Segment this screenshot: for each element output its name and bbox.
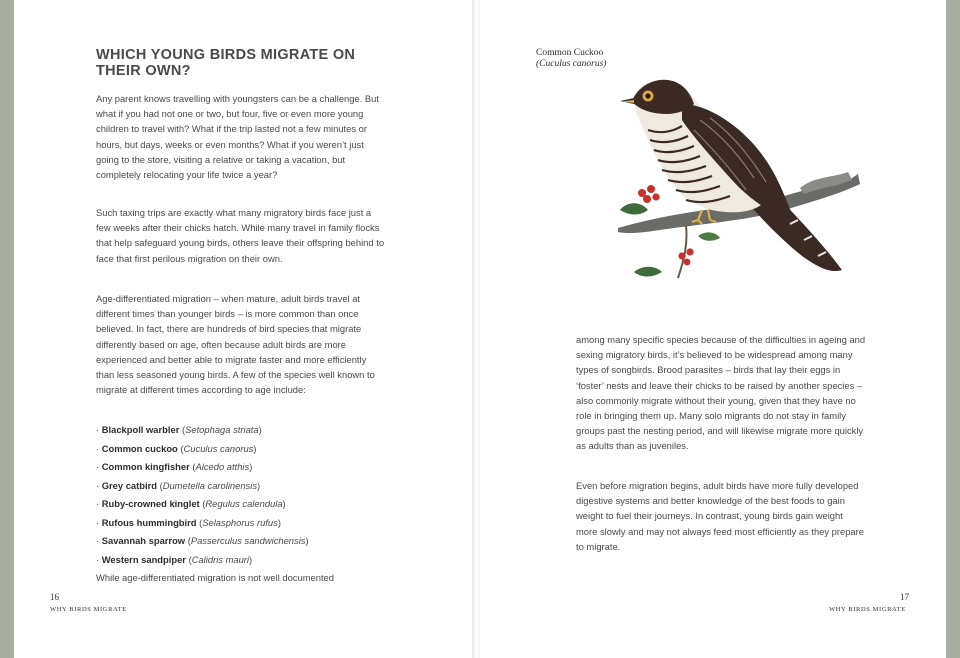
paragraph-5: Even before migration begins, adult birds have more fully developed digestive systems and better knowledge of the best foods to gain weight to fuel their journeys. In contrast, young birds gain weight more slowly and may not always feed most efficiently as they prepare to migrate. xyxy=(576,480,864,552)
list-item: · Rufous hummingbird (Selasphorus rufus) xyxy=(96,516,281,528)
list-item: · Savannah sparrow (Passerculus sandwichensis) xyxy=(96,535,309,546)
list-item: · Grey catbird (Dumetella carolinensis) xyxy=(96,479,261,491)
running-footer: WHY BIRDS MIGRATE xyxy=(50,606,127,613)
caption-latin-name: (Cuculus canorus) xyxy=(536,59,607,69)
common-cuckoo-illustration xyxy=(590,60,890,300)
page-number: 16 xyxy=(50,592,59,602)
page-title: WHICH YOUNG BIRDS MIGRATE ON THEIR OWN? xyxy=(96,47,356,79)
left-page xyxy=(14,0,472,658)
caption-common-name: Common Cuckoo xyxy=(536,48,604,58)
page-number: 17 xyxy=(900,592,909,602)
right-page xyxy=(480,0,946,658)
paragraph-2: Such taxing trips are exactly what many migratory birds face just a few weeks after their chicks hatch. While many travel in family flocks that help safeguard young birds, others leave their offspring behind to face that first perilous migration on their own. xyxy=(96,207,385,264)
running-footer: WHY BIRDS MIGRATE xyxy=(829,606,906,613)
list-item: · Ruby-crowned kinglet (Regulus calendula) xyxy=(96,498,286,509)
paragraph-1: Any parent knows travelling with youngsters can be a challenge. But what if you had not one or two, but four, five or even more young children to travel with? What if the trip lasted not a few minutes or hours, but days, weeks or even months? What if you weren’t just going to the store, visiting a relative or taking a vacation, but completely relocating your life twice a year? xyxy=(96,93,379,181)
list-item: · Common kingfisher (Alcedo atthis) xyxy=(96,461,253,472)
paragraph-4: among many specific species because of the difficulties in ageing and sexing migratory birds, it’s believed to be widespread among many types of songbirds. Brood parasites – birds that lay their eggs in ‘foster’ nests and leave their chicks to be raised by another species – also commonly migrate without their young, given that they have no role in bringing them up. Many solo migrants do not stay in family groups past the nesting period, and will likewise migrate more quickly as adults than as juveniles. xyxy=(576,334,866,452)
species-list xyxy=(96,422,309,570)
paragraph-3: Age-differentiated migration – when mature, adult birds travel at different times than younger birds – is more common than once believed. In fact, there are hundreds of bird species that migrate differently based on age, often because adult birds are more experienced and better able to migrate faster and more efficiently than less seasoned young birds. A few of the species well known to migrate at different times according to age include: xyxy=(96,293,375,396)
list-item: · Blackpoll warbler (Setophaga striata) xyxy=(96,424,262,435)
closing-line: While age-differentiated migration is not well documented xyxy=(96,572,334,583)
list-item: · Western sandpiper (Calidris mauri) xyxy=(96,553,253,565)
list-item: · Common cuckoo (Cuculus canorus) xyxy=(96,442,257,454)
book-gutter xyxy=(472,0,480,658)
